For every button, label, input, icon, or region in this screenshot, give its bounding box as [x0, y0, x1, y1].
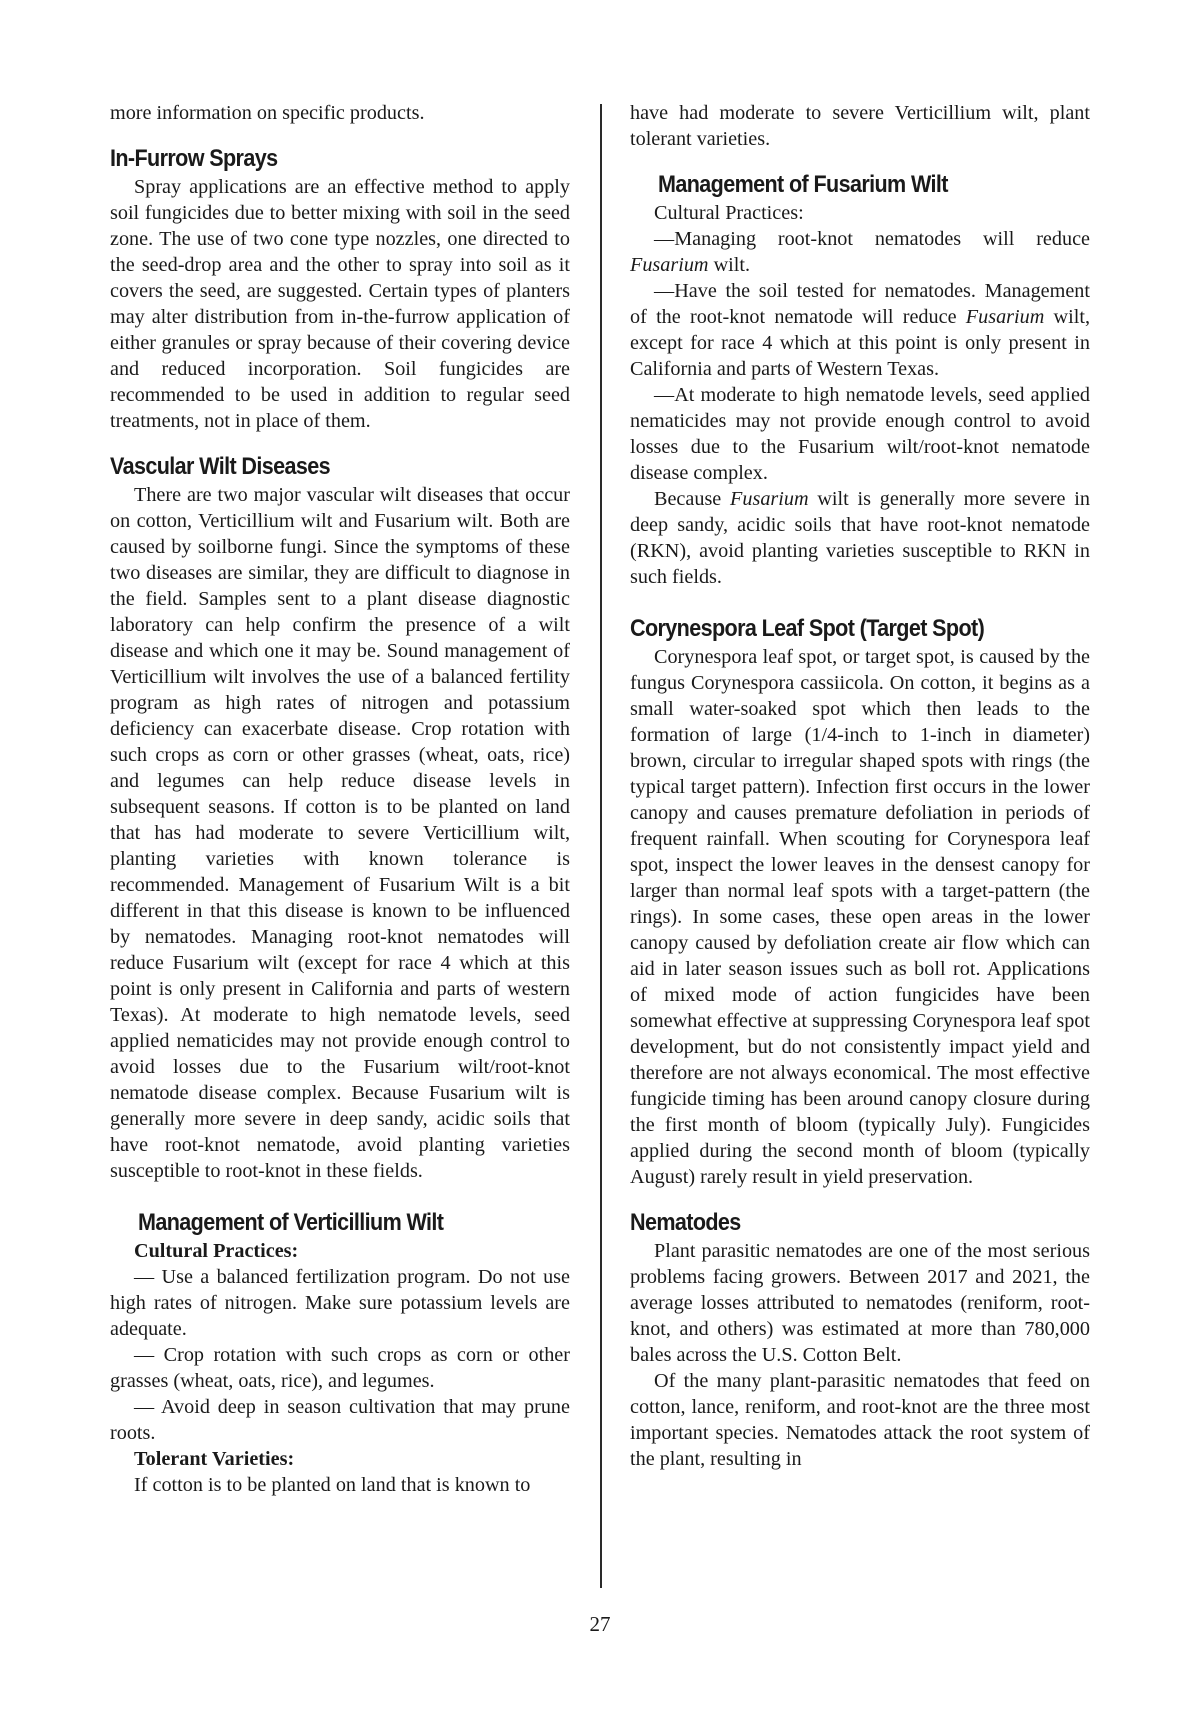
vascular-wilt-heading: Vascular Wilt Diseases — [110, 453, 330, 480]
in-furrow-heading: In-Furrow Sprays — [110, 145, 278, 172]
tolerant-varieties-label: Tolerant Varieties: — [134, 1448, 295, 1470]
nematodes-heading: Nematodes — [630, 1209, 741, 1236]
left-column — [110, 100, 570, 1498]
vascular-wilt-body: There are two major vascular wilt diseases that occur on cotton, Verticillium wilt and Fusarium wilt. Both are caused by soilborne fungi. Since the symptoms of these two diseases are similar, they are difficult to diagnose in the field. Samples sent to a plant disease diagnostic laboratory can help confirm the presence of a wilt disease and which one it may be. Sound management of Verticillium wilt involves the use of a balanced fertility program as high rates of nitrogen and potassium deficiency can exacerbate disease. Crop rotation with such crops as corn or other grasses (wheat, oats, rice) and legumes can help reduce disease levels in subsequent seasons. If cotton is to be planted on land that has had moderate to severe Verticillium wilt, planting varieties with known tolerance is recommended. Management of Fusarium Wilt is a bit different in that this disease is known to be influenced by nematodes. Managing root-knot nematodes will reduce Fusarium wilt (except for race 4 which at this point is only present in California and parts of western Texas). At moderate to high nematode levels, seed applied nematicides may not provide enough control to avoid losses due to the Fusarium wilt/root-knot nematode disease complex. Because Fusarium wilt is generally more severe in deep sandy, acidic soils that have root-knot nematode, avoid planting varieties susceptible to root-knot in these fields. — [110, 484, 570, 1182]
verticillium-item-2: — Crop rotation with such crops as corn or other grasses (wheat, oats, rice), and legumes. — [110, 1344, 570, 1392]
verticillium-cultural-label: Cultural Practices: — [134, 1240, 299, 1262]
fusarium-item-2: —Have the soil tested for nematodes. Management of the root-knot nematode will reduce Fusarium wilt, except for race 4 which at this point is only present in California and parts of Western Texas. — [630, 280, 1090, 380]
nematodes-para-1: Plant parasitic nematodes are one of the most serious problems facing growers. Between 2017 and 2021, the average losses attributed to nematodes (reniform, root-knot, and others) was estimated at more than 780,000 bales across the U.S. Cotton Belt. — [630, 1240, 1090, 1366]
corynespora-heading: Corynespora Leaf Spot (Target Spot) — [630, 615, 985, 642]
tolerant-varieties-text: If cotton is to be planted on land that is known to — [134, 1474, 531, 1496]
in-furrow-body: Spray applications are an effective method to apply soil fungicides due to better mixing with soil in the seed zone. The use of two cone type nozzles, one directed to the seed-drop area and the other to spray into soil as it covers the seed, are suggested. Certain types of planters may alter distribution from in-the-furrow application of either granules or spray because of their covering device and reduced incorporation. Soil fungicides are recommended to be used in addition to regular seed treatments, not in place of them. — [110, 176, 570, 432]
fusarium-cultural-label: Cultural Practices: — [654, 202, 804, 224]
fusarium-item-4: Because Fusarium wilt is generally more severe in deep sandy, acidic soils that have root-knot nematode (RKN), avoid planting varieties susceptible to RKN in such fields. — [630, 488, 1090, 588]
nematodes-para-2: Of the many plant-parasitic nematodes that feed on cotton, lance, reniform, and root-knot are the three most important species. Nematodes attack the root system of the plant, resulting in — [630, 1370, 1090, 1470]
fusarium-heading: Management of Fusarium Wilt — [658, 171, 948, 198]
corynespora-body: Corynespora leaf spot, or target spot, is caused by the fungus Corynespora cassiicola. On cotton, it begins as a small water-soaked spot which then leads to the formation of large (1/4-inch to 1-inch in diameter) brown, circular to irregular shaped spots with rings (the typical target pattern). Infection first occurs in the lower canopy and causes premature defoliation in periods of frequent rainfall. When scouting for Corynespora leaf spot, inspect the lower leaves in the densest canopy for larger than normal leaf spots with a target-pattern (the rings). In some cases, these open areas in the lower canopy caused by defoliation create air flow which can aid in later season issues such as boll rot. Applications of mixed mode of action fungicides have been somewhat effective at suppressing Corynespora leaf spot development, but do not consistently impact yield and therefore are not always economical. The most effective fungicide timing has been around canopy closure during the first month of bloom (typically July). Fungicides applied during the second month of bloom (typically August) rarely result in yield preservation. — [630, 646, 1090, 1188]
verticillium-item-3: — Avoid deep in season cultivation that may prune roots. — [110, 1396, 570, 1444]
right-column — [630, 100, 1090, 1472]
intro-text: more information on specific products. — [110, 102, 425, 124]
fusarium-item-3: —At moderate to high nematode levels, seed applied nematicides may not provide enough control to avoid losses due to the Fusarium wilt/root-knot nematode disease complex. — [630, 384, 1090, 484]
column-divider — [600, 104, 602, 1588]
page-number: 27 — [589, 1612, 611, 1636]
verticillium-heading: Management of Verticillium Wilt — [138, 1209, 444, 1236]
continued-text: have had moderate to severe Verticillium wilt, plant tolerant varieties. — [630, 102, 1090, 150]
verticillium-item-1: — Use a balanced fertilization program. Do not use high rates of nitrogen. Make sure potassium levels are adequate. — [110, 1266, 570, 1340]
fusarium-item-1: —Managing root-knot nematodes will reduce Fusarium wilt. — [630, 228, 1090, 276]
